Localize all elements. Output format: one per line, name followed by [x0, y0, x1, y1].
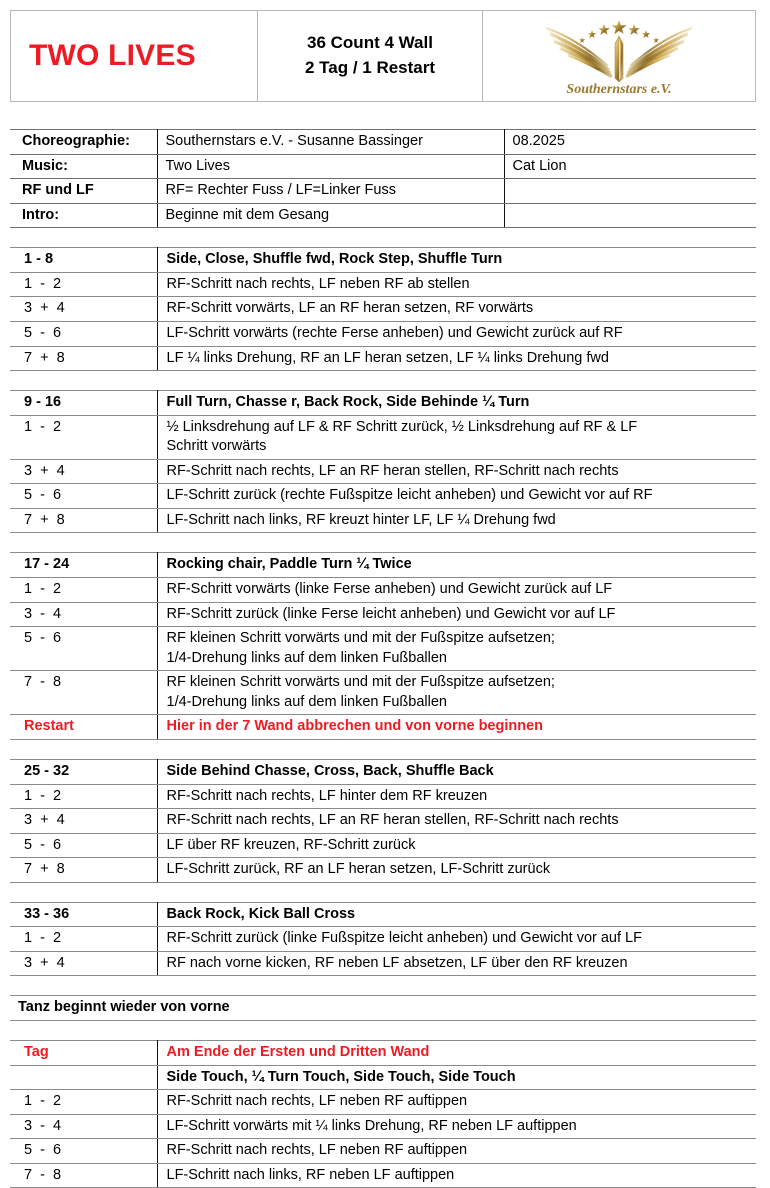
- block-heading-text: Rocking chair, Paddle Turn ¼ Twice: [157, 553, 756, 578]
- step-block-25-32: [10, 759, 756, 883]
- step-text: [157, 415, 756, 459]
- step-text: RF-Schritt zurück (linke Fußspitze leicht anheben) und Gewicht vor auf LF: [157, 927, 756, 952]
- info-row-choreographie: [10, 130, 756, 155]
- step-row: [10, 951, 756, 976]
- step-text: RF-Schritt nach rechts, LF neben RF auftippen: [157, 1090, 756, 1115]
- info-extra: Cat Lion: [504, 154, 756, 179]
- step-text: RF-Schritt vorwärts, LF an RF heran setzen, RF vorwärts: [157, 297, 756, 322]
- step-row: [10, 578, 756, 603]
- info-key: Intro:: [10, 203, 157, 228]
- logo-club-name: Southernstars e.V.: [566, 82, 672, 97]
- count-wall-cell: [258, 11, 483, 101]
- block-heading-text: Side, Close, Shuffle fwd, Rock Step, Shuffle Turn: [157, 248, 756, 273]
- step-text-line1: ½ Linksdrehung auf LF & RF Schritt zurück, ½ Linksdrehung auf RF & LF: [166, 418, 638, 435]
- step-count: 7 + 8: [10, 346, 157, 371]
- step-text: RF-Schritt zurück (linke Ferse leicht anheben) und Gewicht vor auf LF: [157, 602, 756, 627]
- block-heading-row: [10, 553, 756, 578]
- step-row: [10, 809, 756, 834]
- restart-row: [10, 715, 756, 740]
- info-row-intro: [10, 203, 756, 228]
- step-count: 3 + 4: [10, 297, 157, 322]
- step-text: RF-Schritt nach rechts, LF neben RF ab stellen: [157, 272, 756, 297]
- wings-stars-logo-icon: [524, 14, 714, 98]
- step-text: LF-Schritt vorwärts (rechte Ferse anheben) und Gewicht zurück auf RF: [157, 321, 756, 346]
- tag-block: [10, 1040, 756, 1188]
- block-count-range: 1 - 8: [10, 248, 157, 273]
- step-row: [10, 833, 756, 858]
- step-text-line1: RF kleinen Schritt vorwärts und mit der Fußspitze aufsetzen;: [166, 674, 555, 691]
- block-heading-text: Back Rock, Kick Ball Cross: [157, 902, 756, 927]
- step-row: [10, 1114, 756, 1139]
- step-row: [10, 671, 756, 715]
- step-text-line2: 1/4-Drehung links auf dem linken Fußballen: [166, 693, 447, 710]
- step-count: 5 - 6: [10, 1139, 157, 1164]
- dance-title-cell: [11, 11, 258, 101]
- step-text: RF-Schritt nach rechts, LF hinter dem RF kreuzen: [157, 784, 756, 809]
- step-row: [10, 272, 756, 297]
- step-count: 3 + 4: [10, 951, 157, 976]
- step-row: [10, 484, 756, 509]
- step-row: [10, 346, 756, 371]
- step-row: [10, 321, 756, 346]
- step-text: RF-Schritt vorwärts (linke Ferse anheben) und Gewicht zurück auf LF: [157, 578, 756, 603]
- dance-restart-notice: Tanz beginnt wieder von vorne: [10, 996, 756, 1021]
- block-count-range: 25 - 32: [10, 759, 157, 784]
- step-text-line2: Schritt vorwärts: [166, 438, 267, 455]
- info-extra: [504, 179, 756, 204]
- step-row: [10, 927, 756, 952]
- info-key: Music:: [10, 154, 157, 179]
- block-heading-text: Full Turn, Chasse r, Back Rock, Side Behinde ¼ Turn: [157, 391, 756, 416]
- step-count: 5 - 6: [10, 833, 157, 858]
- notice-row: [10, 996, 756, 1021]
- tag-label: Tag: [10, 1041, 157, 1066]
- step-block-17-24: [10, 552, 756, 740]
- info-key: Choreographie:: [10, 130, 157, 155]
- step-text: RF nach vorne kicken, RF neben LF absetzen, LF über den RF kreuzen: [157, 951, 756, 976]
- restart-label: Restart: [10, 715, 157, 740]
- tag-heading-text: Am Ende der Ersten und Dritten Wand: [157, 1041, 756, 1066]
- info-table: [10, 129, 756, 228]
- step-count: 5 - 6: [10, 627, 157, 671]
- info-row-rf-lf: [10, 179, 756, 204]
- step-text: RF-Schritt nach rechts, LF an RF heran stellen, RF-Schritt nach rechts: [157, 459, 756, 484]
- step-row: [10, 1090, 756, 1115]
- tag-restart-line: 2 Tag / 1 Restart: [304, 58, 436, 77]
- step-text: LF ¼ links Drehung, RF an LF heran setzen, LF ¼ links Drehung fwd: [157, 346, 756, 371]
- step-text: LF-Schritt zurück, RF an LF heran setzen, LF-Schritt zurück: [157, 858, 756, 883]
- block-count-range: 33 - 36: [10, 902, 157, 927]
- step-text: LF-Schritt nach links, RF neben LF auftippen: [157, 1163, 756, 1188]
- step-count: 1 - 2: [10, 272, 157, 297]
- step-row: [10, 1139, 756, 1164]
- club-logo-cell: [483, 11, 755, 101]
- step-count: 5 - 6: [10, 321, 157, 346]
- step-text: LF über RF kreuzen, RF-Schritt zurück: [157, 833, 756, 858]
- step-text: [157, 627, 756, 671]
- tag-subheading-text: Side Touch, ¼ Turn Touch, Side Touch, Side Touch: [157, 1065, 756, 1090]
- dance-restart-notice-block: [10, 995, 756, 1021]
- step-row: [10, 459, 756, 484]
- info-extra: [504, 203, 756, 228]
- step-count: 7 - 8: [10, 1163, 157, 1188]
- tag-subheading-row: [10, 1065, 756, 1090]
- step-row: [10, 1163, 756, 1188]
- step-count: 1 - 2: [10, 927, 157, 952]
- step-text: LF-Schritt zurück (rechte Fußspitze leicht anheben) und Gewicht vor auf RF: [157, 484, 756, 509]
- step-count: 1 - 2: [10, 1090, 157, 1115]
- title-header: [10, 10, 756, 102]
- step-block-1-8: [10, 247, 756, 371]
- block-heading-row: [10, 902, 756, 927]
- block-heading-row: [10, 248, 756, 273]
- step-text: RF-Schritt nach rechts, LF an RF heran stellen, RF-Schritt nach rechts: [157, 809, 756, 834]
- step-count: 7 - 8: [10, 671, 157, 715]
- step-text: LF-Schritt nach links, RF kreuzt hinter LF, LF ¼ Drehung fwd: [157, 508, 756, 533]
- info-extra: 08.2025: [504, 130, 756, 155]
- info-key: RF und LF: [10, 179, 157, 204]
- tag-subheading-count: [10, 1065, 157, 1090]
- step-count: 5 - 6: [10, 484, 157, 509]
- step-count: 3 - 4: [10, 1114, 157, 1139]
- step-row: [10, 858, 756, 883]
- step-count: 1 - 2: [10, 578, 157, 603]
- block-heading-text: Side Behind Chasse, Cross, Back, Shuffle Back: [157, 759, 756, 784]
- block-count-range: 17 - 24: [10, 553, 157, 578]
- block-heading-row: [10, 759, 756, 784]
- southernstars-logo: [524, 14, 714, 98]
- info-row-music: [10, 154, 756, 179]
- step-text: LF-Schritt vorwärts mit ¼ links Drehung, RF neben LF auftippen: [157, 1114, 756, 1139]
- info-value: Southernstars e.V. - Susanne Bassinger: [157, 130, 504, 155]
- step-row: [10, 415, 756, 459]
- step-row: [10, 508, 756, 533]
- dance-title: TWO LIVES: [29, 39, 196, 72]
- step-count: 3 - 4: [10, 602, 157, 627]
- step-row: [10, 784, 756, 809]
- step-text-line2: 1/4-Drehung links auf dem linken Fußballen: [166, 649, 447, 666]
- step-text-line1: RF kleinen Schritt vorwärts und mit der Fußspitze aufsetzen;: [166, 630, 555, 647]
- block-heading-row: [10, 391, 756, 416]
- restart-text: Hier in der 7 Wand abbrechen und von vorne beginnen: [157, 715, 756, 740]
- info-value: RF= Rechter Fuss / LF=Linker Fuss: [157, 179, 504, 204]
- step-row: [10, 627, 756, 671]
- info-value: Beginne mit dem Gesang: [157, 203, 504, 228]
- step-count: 3 + 4: [10, 809, 157, 834]
- step-text: RF-Schritt nach rechts, LF neben RF auftippen: [157, 1139, 756, 1164]
- count-wall-line: 36 Count 4 Wall: [307, 33, 433, 53]
- tag-heading-row: [10, 1041, 756, 1066]
- step-count: 1 - 2: [10, 784, 157, 809]
- step-count: 3 + 4: [10, 459, 157, 484]
- step-row: [10, 602, 756, 627]
- block-count-range: 9 - 16: [10, 391, 157, 416]
- step-count: 1 - 2: [10, 415, 157, 459]
- step-block-33-36: [10, 902, 756, 977]
- step-block-9-16: [10, 390, 756, 533]
- step-text: [157, 671, 756, 715]
- step-count: 7 + 8: [10, 858, 157, 883]
- step-row: [10, 297, 756, 322]
- info-value: Two Lives: [157, 154, 504, 179]
- step-count: 7 + 8: [10, 508, 157, 533]
